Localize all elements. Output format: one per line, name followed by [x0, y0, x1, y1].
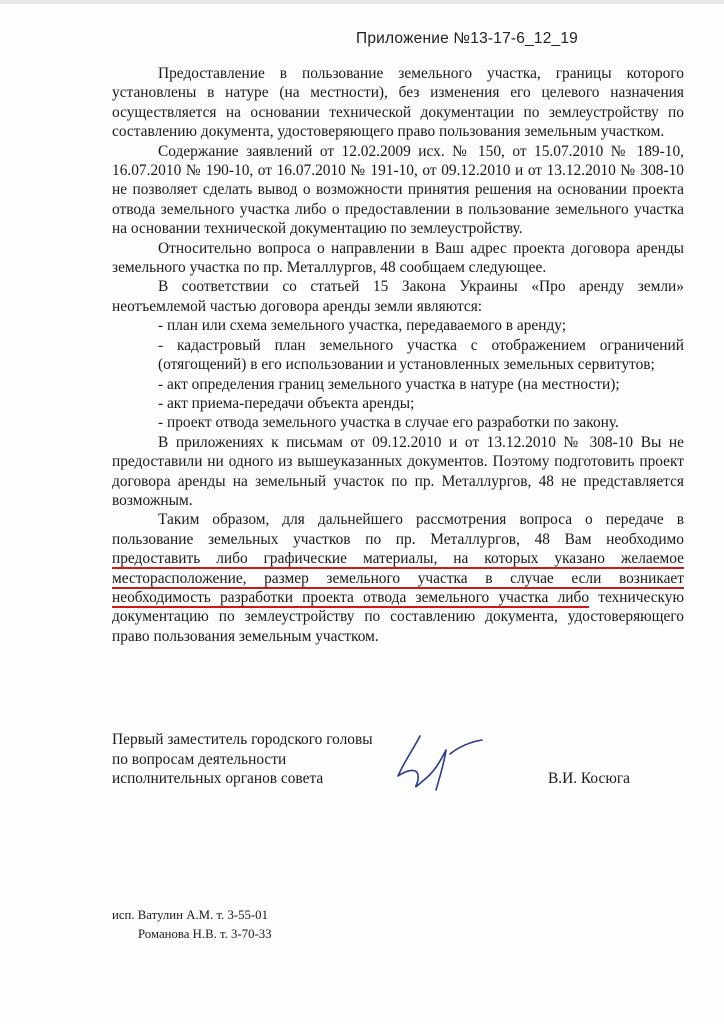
signatory-title-line-1: Первый заместитель городского головы: [112, 731, 373, 748]
paragraph-1: Предоставление в пользование земельного участка, границы которого установлены в натуре (на местности), без изменения его целевого назначения осуществляется на основании технической документации по землеустройству по составлению документа, удостоверяющего право пользования земельным участком.: [112, 65, 684, 141]
signatory-title-line-2: по вопросам деятельности: [112, 750, 287, 768]
paragraph-4: В соответствии со статьей 15 Закона Украины «Про аренду земли» неотъемлемой частью договора аренды земли являются:: [112, 278, 684, 315]
paragraph-3: Относительно вопроса о направлении в Ваш адрес проекта договора аренды земельного участка по пр. Металлургов, 48 сообщаем следующее.: [112, 239, 684, 277]
paragraph-6-start: Таким образом, для дальнейшего рассмотрения вопроса о передаче в пользование земельных участков по пр. Металлургов, 48 Вам необходимо: [112, 511, 684, 548]
signature-stroke: [398, 736, 482, 790]
annex-number: Приложение №13-17-6_12_19: [356, 30, 578, 47]
executor-line-2: Романова Н.В. т. 3-70-33: [138, 927, 272, 941]
signatory-title-line-3: исполнительных органов совета: [112, 770, 324, 788]
list-item-boundary-act: - акт определения границ земельного участка в натуре (на местности);: [158, 375, 620, 393]
paragraph-5: В приложениях к письмам от 09.12.2010 и от 13.12.2010 № 308-10 Вы не предоставили ни одного из вышеуказанных документов. Поэтому подготовить проект договора аренды на земельный участок по пр. Металлургов, 48 не представляется возможным.: [112, 433, 684, 509]
executor-line-1: исп. Ватулин А.М. т. 3-55-01: [112, 908, 268, 922]
paragraph-6: [112, 510, 684, 646]
signer-name: В.И. Косюга: [548, 770, 630, 787]
paragraph-6-end: техническую документацию по землеустройству по составлению документа, удостоверяющего право пользования земельным участком.: [112, 588, 685, 645]
list-item-cadastral-plan: - кадастровый план земельного участка с отображением ограничений (отягощений) в его использовании и установленных земельных сервитутов;: [158, 336, 684, 374]
list-item-allotment-project: - проект отвода земельного участка в случае его разработки по закону.: [158, 414, 619, 432]
scan-top-edge: [0, 0, 724, 4]
paragraph-2: Содержание заявлений от 12.02.2009 исх. № 150, от 15.07.2010 № 189-10, 16.07.2010 № 190-10, от 16.07.2010 № 191-10, от 09.12.2010 и от 13.12.2010 № 308-10 не позволяет сделать вывод о возможности принятия решения на основании проекта отвода земельного участка либо о предоставлении в пользование земельного участка на основании технической документацию по землеустройству.: [112, 142, 684, 238]
executors-block: [112, 906, 272, 944]
signatory-title: [112, 730, 373, 789]
list-item-plan: - план или схема земельного участка, передаваемого в аренду;: [158, 317, 567, 335]
underlined-requirement: предоставить либо графические материалы, на которых указано желаемое месторасположение, размер земельного участка в случае если возникает необходимость разработки проекта отвода земельного участка либо: [112, 550, 684, 606]
letter-body: [112, 64, 684, 646]
handwritten-signature: [390, 728, 486, 798]
list-item-transfer-act: - акт приема-передачи объекта аренды;: [158, 394, 415, 412]
